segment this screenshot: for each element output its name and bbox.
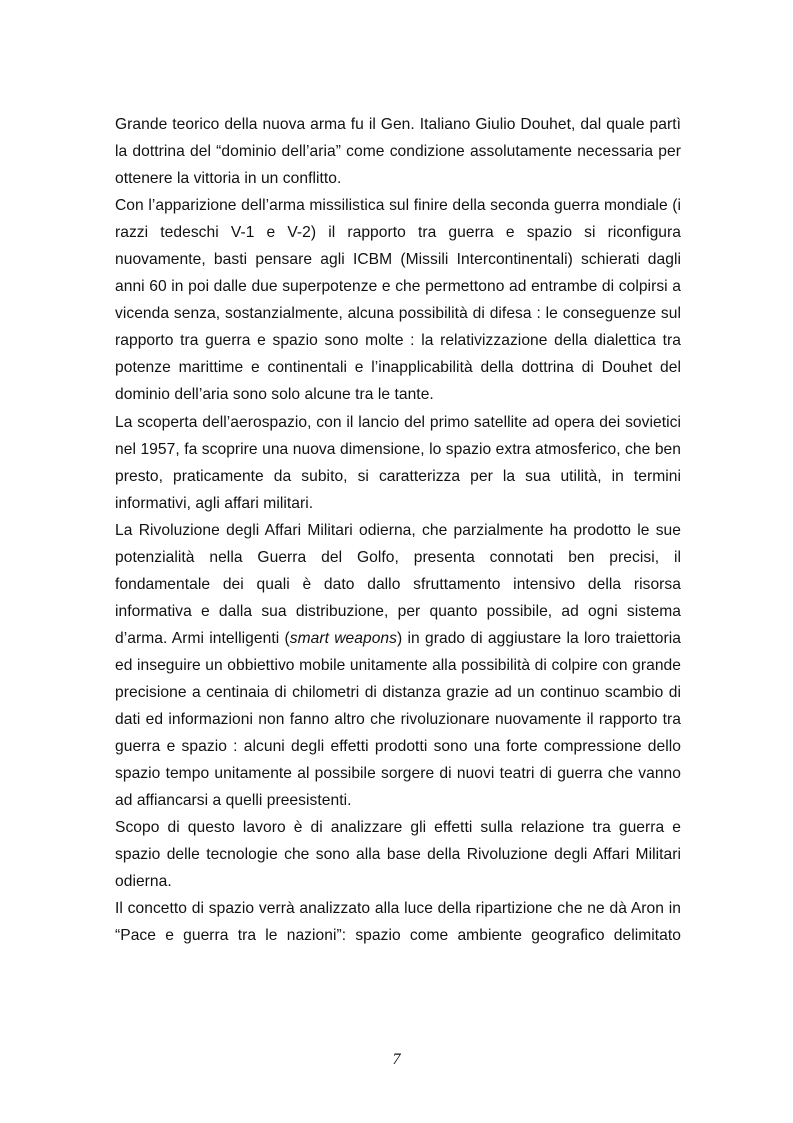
paragraph [115, 111, 681, 192]
paragraph [115, 409, 681, 517]
paragraph [115, 517, 681, 815]
page-number: 7 [392, 1051, 401, 1068]
paragraph [115, 814, 681, 895]
paragraph-text: Il concetto di spazio verrà analizzato alla luce della ripartizione che ne dà Aron in “Pace e guerra tra le nazioni”: spazio come ambiente geografico delimitato [115, 900, 681, 945]
paragraph-text: La Rivoluzione degli Affari Militari odierna, che parzialmente ha prodotto le sue potenzialità nella Guerra del Golfo, presenta connotati ben precisi, il fondamentale dei quali è dato dallo sfruttamento intensivo della risorsa informativa e dalla sua distribuzione, per quanto possibile, ad ogni sistema d’arma. Armi intelligenti ( [115, 521, 681, 647]
italic-term: smart weapons [289, 629, 397, 647]
paragraph [115, 192, 681, 408]
paragraph-text: Grande teorico della nuova arma fu il Gen. Italiano Giulio Douhet, dal quale partì la dottrina del “dominio dell’aria” come condizione assolutamente necessaria per ottenere la vittoria in un conflitto. [115, 116, 681, 188]
paragraph [115, 895, 681, 949]
paragraph-text: Scopo di questo lavoro è di analizzare gli effetti sulla relazione tra guerra e spazio delle tecnologie che sono alla base della Rivoluzione degli Affari Militari odierna. [115, 819, 681, 891]
paragraph-text: Con l’apparizione dell’arma missilistica sul finire della seconda guerra mondiale (i razzi tedeschi V-1 e V-2) il rapporto tra guerra e spazio si riconfigura nuovamente, basti pensare agli ICBM (Missili Intercontinentali) schierati dagli anni 60 in poi dalle due superpotenze e che permettono ad entrambe di colpirsi a vicenda senza, sostanzialmente, alcuna possibilità di difesa : le conseguenze sul rapporto tra guerra e spazio sono molte : la relativizzazione della dialettica tra potenze marittime e continentali e l’inapplicabilità della dottrina di Douhet del dominio dell’aria sono solo alcune tra le tante. [115, 197, 681, 404]
paragraph-text: La scoperta dell’aerospazio, con il lancio del primo satellite ad opera dei sovietici nel 1957, fa scoprire una nuova dimensione, lo spazio extra atmosferico, che ben presto, praticamente da subito, si caratterizza per la sua utilità, in termini informativi, agli affari militari. [115, 413, 681, 512]
document-body [115, 111, 681, 949]
paragraph-text: ) in grado di aggiustare la loro traiettoria ed inseguire un obbiettivo mobile unitamente alla possibilità di colpire con grande precisione a centinaia di chilometri di distanza grazie ad un continuo scambio di dati ed informazioni non fanno altro che rivoluzionare nuovamente il rapporto tra guerra e spazio : alcuni degli effetti prodotti sono una forte compressione dello spazio tempo unitamente al possibile sorgere di nuovi teatri di guerra che vanno ad affiancarsi a quelli preesistenti. [115, 629, 682, 810]
